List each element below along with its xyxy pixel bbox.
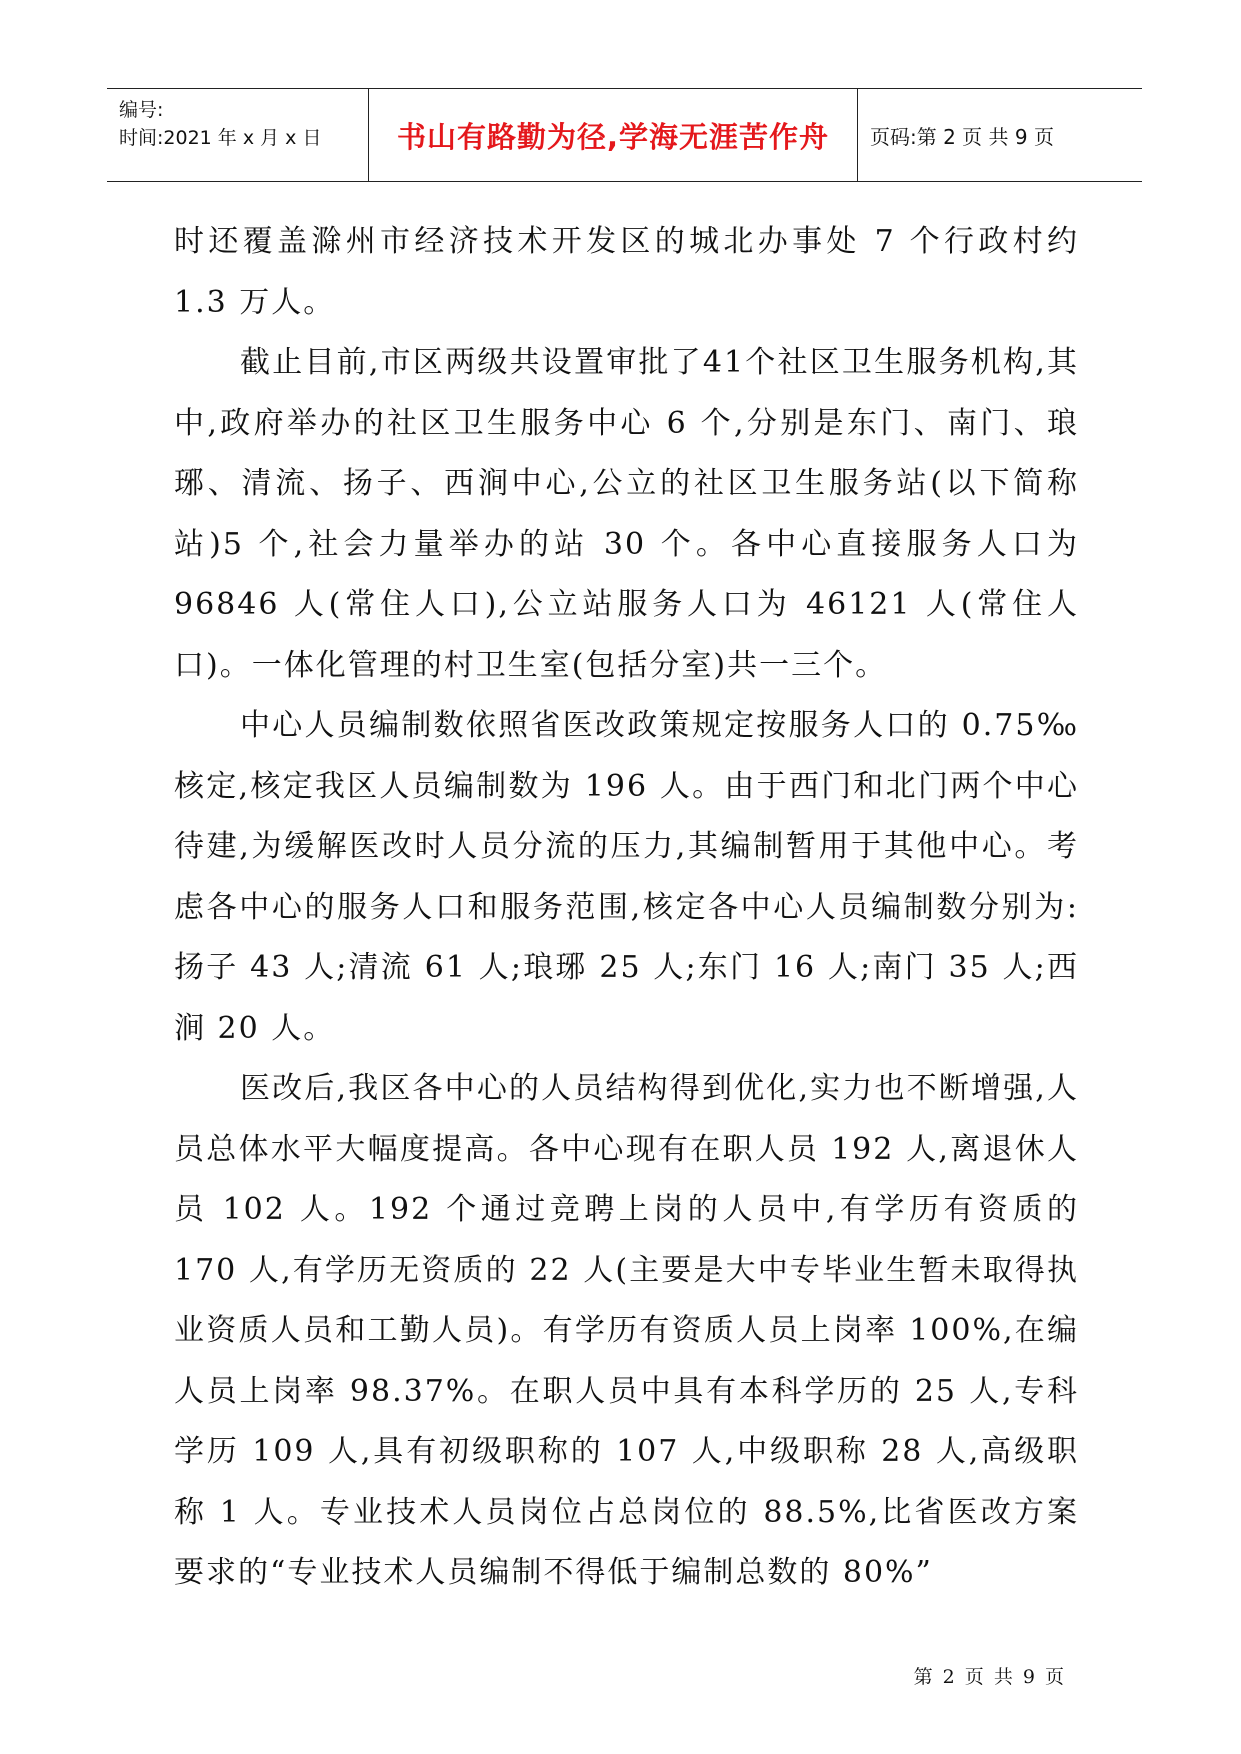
- document-date-label: 时间:2021 年 x 月 x 日: [119, 127, 322, 149]
- header-page-code: 页码:第 2 页 共 9 页: [870, 124, 1054, 149]
- paragraph-staffing-quota: 中心人员编制数依照省医改政策规定按服务人口的 0.75‰ 核定,核定我区人员编制数为 196 人。由于西门和北门两个中心待建,为缓解医改时人员分流的压力,其编制暂用于其他中心。考虑各中心的服务人口和服务范围,核定各中心人员编制数分别为:扬子 43 人;清流 61 人;琅琊 25 人;东门 16 人;南门 35 人;西涧 20 人。: [174, 708, 1079, 1046]
- document-number-label: 编号:: [119, 99, 164, 121]
- header-motto-cell: [368, 89, 858, 181]
- page-footer: 第 2 页 共 9 页: [913, 1666, 1066, 1688]
- header-page-cell: [858, 89, 1142, 181]
- paragraph-staff-structure: 医改后,我区各中心的人员结构得到优化,实力也不断增强,人员总体水平大幅度提高。各中心现有在职人员 192 人,离退休人员 102 人。192 个通过竞聘上岗的人员中,有学历有资质的 170 人,有学历无资质的 22 人(主要是大中专毕业生暂未取得执业资质人员和工勤人员)。有学历有资质人员上岗率 100%,在编人员上岗率 98.37%。在职人员中具有本科学历的 25 人,专科学历 109 人,具有初级职称的 107 人,中级职称 28 人,高级职称 1 人。专业技术人员岗位占总岗位的 88.5%,比省医改方案要求的“专业技术人员编制不得低于编制总数的 80%”: [174, 1071, 1079, 1590]
- header-motto: 书山有路勤为径,学海无涯苦作舟: [396, 119, 830, 154]
- document-body: [174, 212, 1079, 1604]
- header-info-cell: [107, 89, 368, 181]
- paragraph-institutions: 截止目前,市区两级共设置审批了41个社区卫生服务机构,其中,政府举办的社区卫生服务中心 6 个,分别是东门、南门、琅琊、清流、扬子、西涧中心,公立的社区卫生服务站(以下简称站)5 个,社会力量举办的站 30 个。各中心直接服务人口为 96846 人(常住人口),公立站服务人口为 46121 人(常住人口)。一体化管理的村卫生室(包括分室)共一三个。: [174, 345, 1079, 683]
- document-header: [107, 88, 1142, 182]
- paragraph-continuation: 时还覆盖滁州市经济技术开发区的城北办事处 7 个行政村约 1.3 万人。: [174, 224, 1079, 320]
